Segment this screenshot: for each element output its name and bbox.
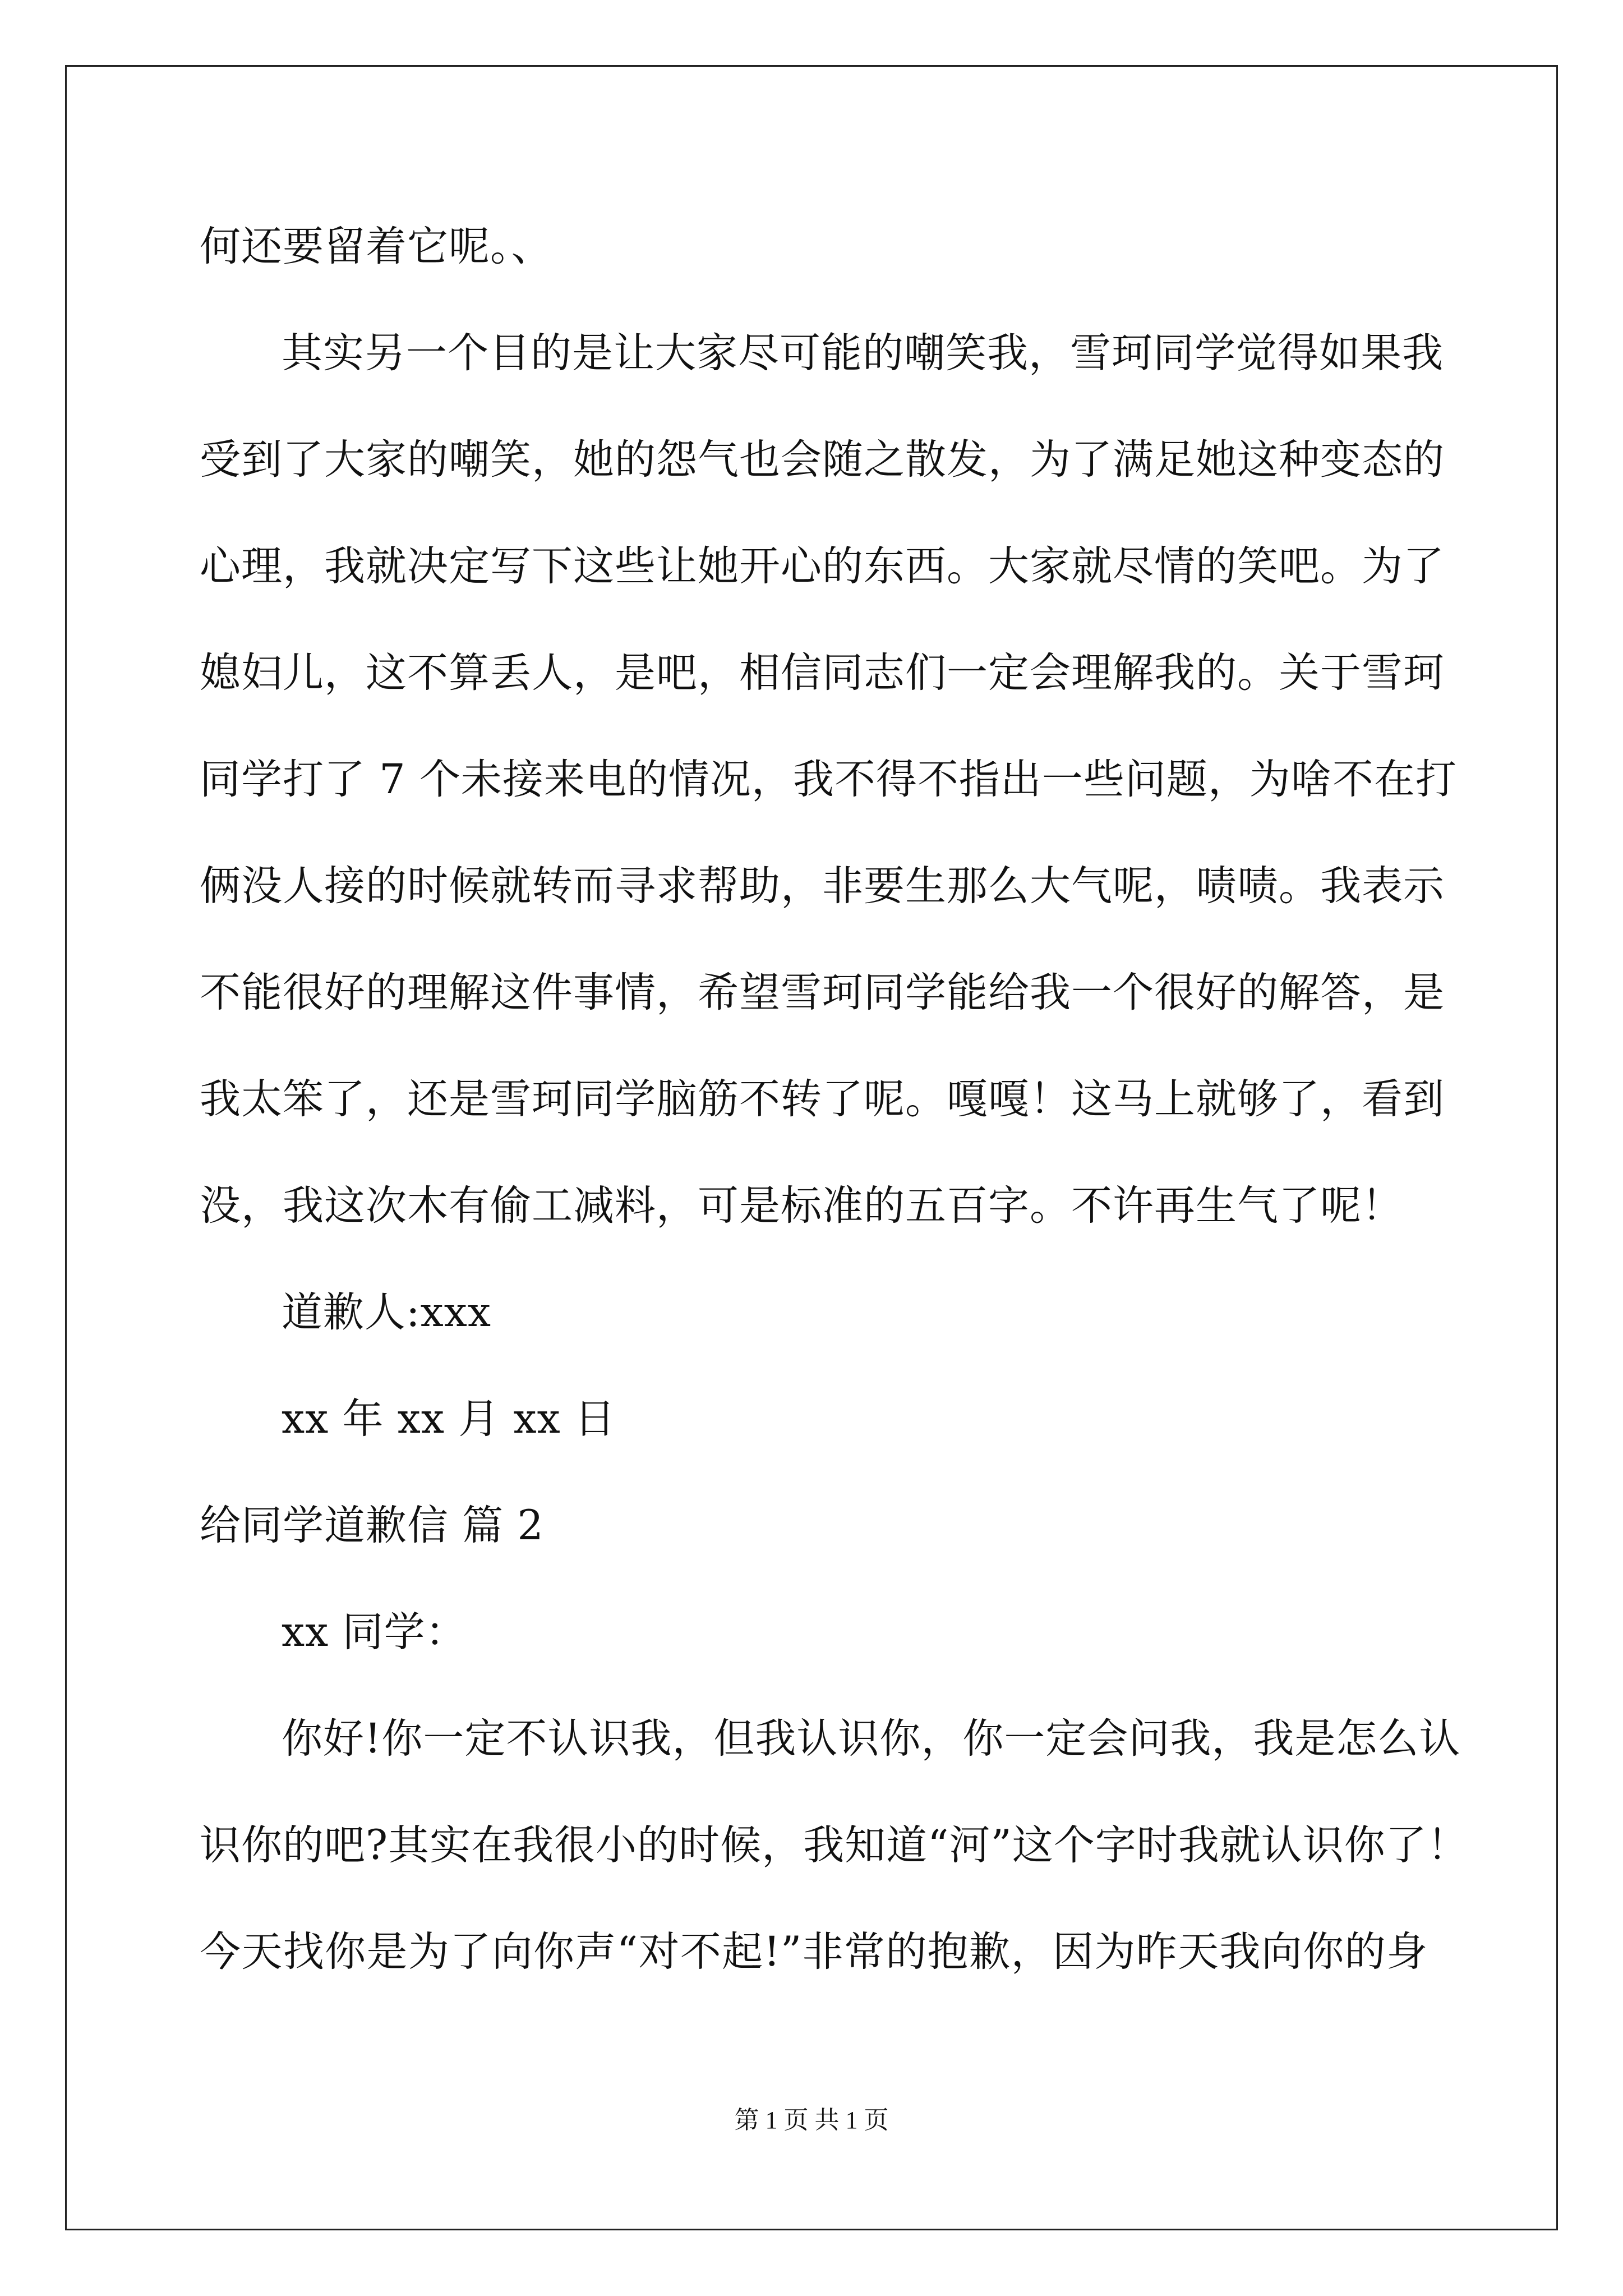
page-number-footer: 第 1 页 共 1 页: [734, 2106, 889, 2134]
paragraph-line: 何还要留着它呢。、: [200, 223, 553, 270]
paragraph-line: 受到了大家的嘲笑，她的怨气也会随之散发，为了满足她这种变态的: [200, 436, 1445, 484]
paragraph-line: 今天找你是为了向你声“对不起!”非常的抱歉，因为昨天我向你的身: [200, 1928, 1428, 1976]
section-heading: 给同学道歉信 篇 2: [200, 1502, 544, 1549]
paragraph-line: 我太笨了，还是雪珂同学脑筋不转了呢。嘎嘎！这马上就够了，看到: [200, 1075, 1445, 1123]
paragraph-line: 不能很好的理解这件事情，希望雪珂同学能给我一个很好的解答，是: [200, 969, 1445, 1016]
paragraph-line: 其实另一个目的是让大家尽可能的嘲笑我，雪珂同学觉得如果我: [282, 329, 1444, 377]
page-border: [65, 65, 1558, 2230]
salutation-line: xx 同学：: [282, 1608, 467, 1656]
paragraph-line: 媳妇儿，这不算丢人，是吧，相信同志们一定会理解我的。关于雪珂: [200, 649, 1445, 697]
signature-line: 道歉人:xxx: [282, 1289, 492, 1336]
date-line: xx 年 xx 月 xx 日: [282, 1395, 616, 1443]
paragraph-line: 你好!你一定不认识我，但我认识你，你一定会问我，我是怎么认: [282, 1715, 1461, 1763]
paragraph-line: 没，我这次木有偷工减料，可是标准的五百字。不许再生气了呢！: [200, 1182, 1403, 1230]
paragraph-line: 心理，我就决定写下这些让她开心的东西。大家就尽情的笑吧。为了: [200, 542, 1445, 590]
paragraph-line: 俩没人接的时候就转而寻求帮助，非要生那么大气呢，啧啧。我表示: [200, 862, 1445, 910]
paragraph-line: 识你的吧?其实在我很小的时候，我知道“河”这个字时我就认识你了！: [200, 1821, 1469, 1869]
paragraph-line: 同学打了 7 个未接来电的情况，我不得不指出一些问题，为啥不在打: [200, 756, 1457, 803]
